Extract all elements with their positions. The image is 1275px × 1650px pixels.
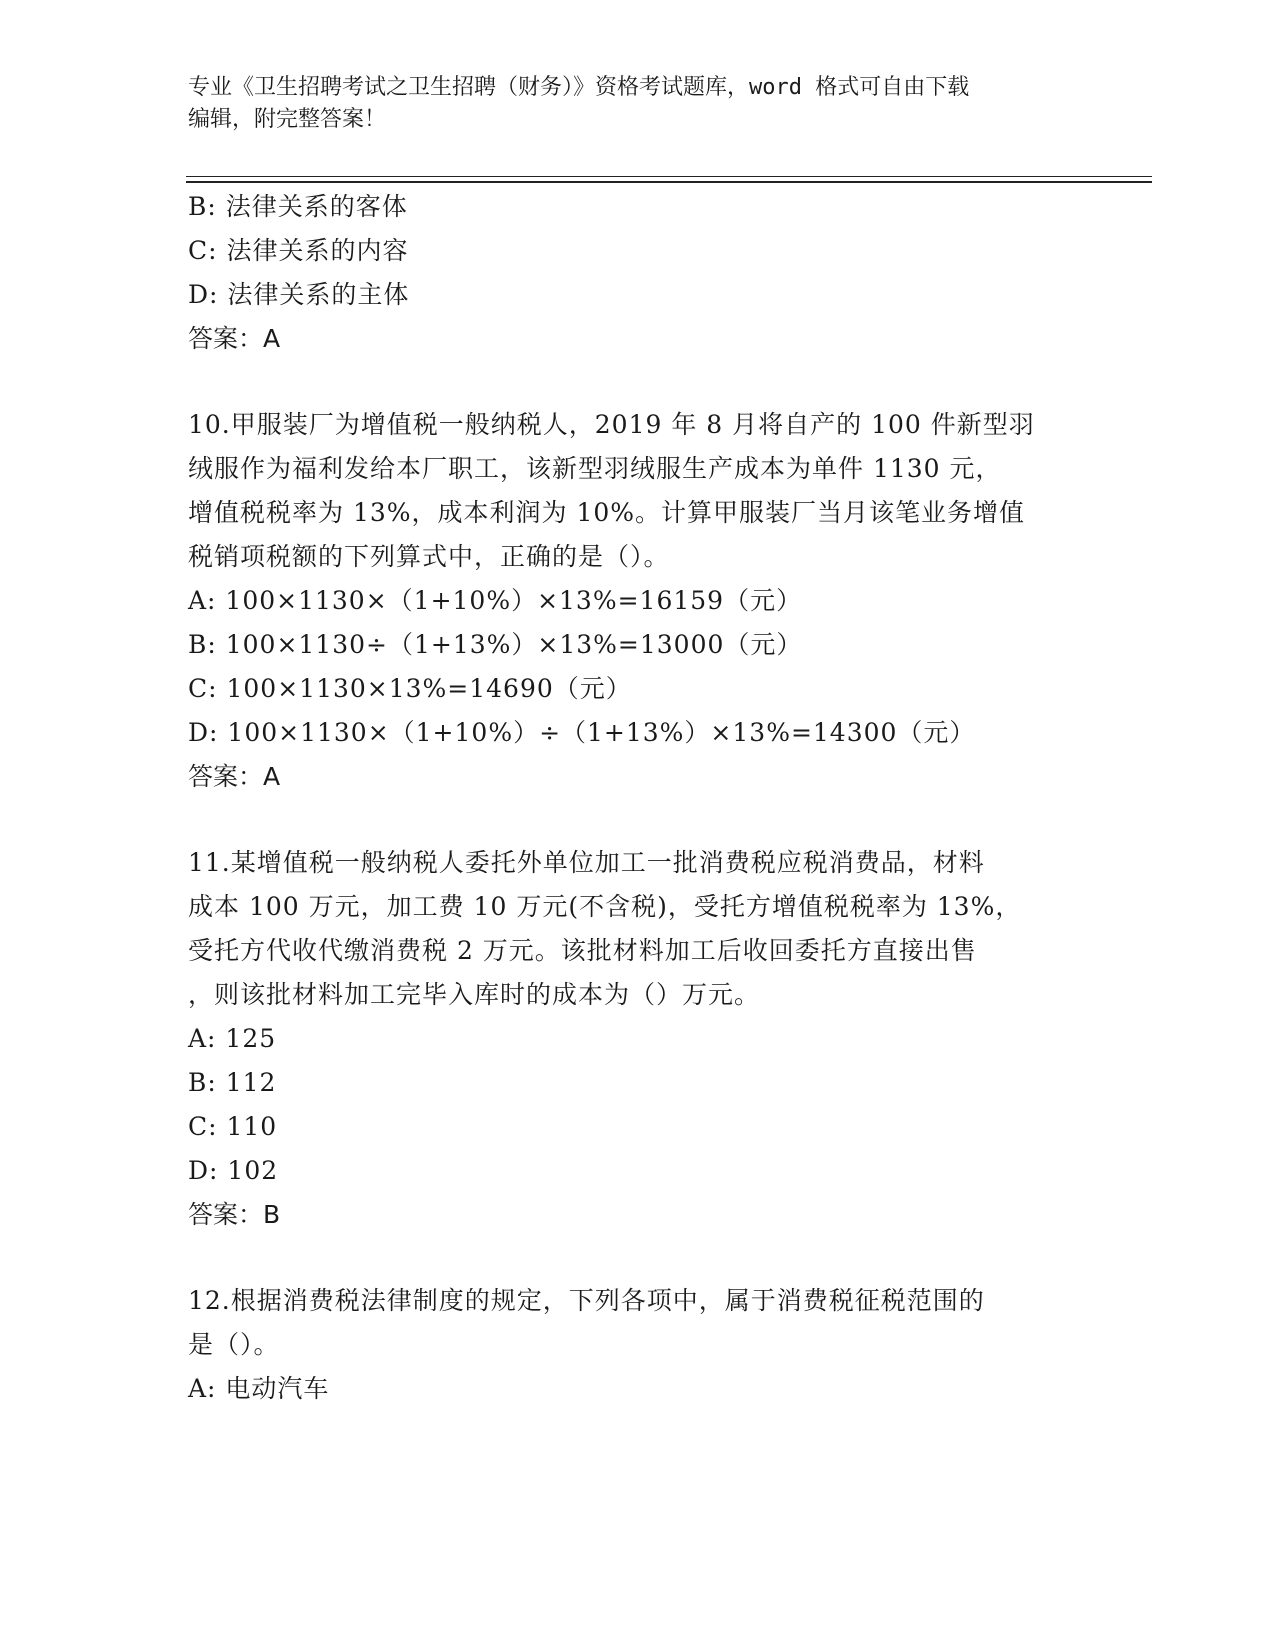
q11-stem-line-4: ，则该批材料加工完毕入库时的成本为（）万元。 <box>188 980 761 1009</box>
q10-option-b: B: 100×1130÷（1+13%）×13%=13000（元） <box>188 630 803 659</box>
q11-answer: 答案：B <box>188 1200 281 1229</box>
q10-option-a: A: 100×1130×（1+10%）×13%=16159（元） <box>188 586 803 615</box>
q11-option-c: C: 110 <box>188 1112 278 1141</box>
q11-stem-line-1: 11.某增值税一般纳税人委托外单位加工一批消费税应税消费品，材料 <box>188 848 985 877</box>
q10-stem-line-4: 税销项税额的下列算式中，正确的是（）。 <box>188 542 670 571</box>
q9-answer: 答案：A <box>188 324 281 353</box>
q9-option-b: B: 法律关系的客体 <box>188 192 408 221</box>
q11-stem-line-2: 成本 100 万元，加工费 10 万元(不含税)，受托方增值税税率为 13%， <box>188 892 1022 921</box>
q11-option-d: D: 102 <box>188 1156 279 1185</box>
document-header <box>188 72 1088 136</box>
q10-stem-line-1: 10.甲服装厂为增值税一般纳税人，2019 年 8 月将自产的 100 件新型羽 <box>188 410 1035 439</box>
q12-stem-line-1: 12.根据消费税法律制度的规定，下列各项中，属于消费税征税范围的 <box>188 1286 985 1315</box>
q11-option-a: A: 125 <box>188 1024 277 1053</box>
q11-stem-line-3: 受托方代收代缴消费税 2 万元。该批材料加工后收回委托方直接出售 <box>188 936 977 965</box>
q12-option-a: A: 电动汽车 <box>188 1374 330 1403</box>
header-rule-thin <box>186 176 1152 177</box>
header-line-2: 编辑，附完整答案！ <box>188 107 387 132</box>
q10-option-d: D: 100×1130×（1+10%）÷（1+13%）×13%=14300（元） <box>188 718 976 747</box>
q9-option-d: D: 法律关系的主体 <box>188 280 410 309</box>
q11-option-b: B: 112 <box>188 1068 277 1097</box>
header-line-1: 专业《卫生招聘考试之卫生招聘（财务）》资格考试题库，word 格式可自由下载 <box>188 75 970 100</box>
q12-stem-line-2: 是（）。 <box>188 1330 280 1359</box>
q10-stem-line-3: 增值税税率为 13%，成本利润为 10%。计算甲服装厂当月该笔业务增值 <box>188 498 1026 527</box>
q10-stem-line-2: 绒服作为福利发给本厂职工，该新型羽绒服生产成本为单件 1130 元， <box>188 454 1002 483</box>
q10-answer: 答案：A <box>188 762 281 791</box>
q9-option-c: C: 法律关系的内容 <box>188 236 409 265</box>
q10-option-c: C: 100×1130×13%=14690（元） <box>188 674 632 703</box>
header-rule-thick <box>186 181 1152 183</box>
